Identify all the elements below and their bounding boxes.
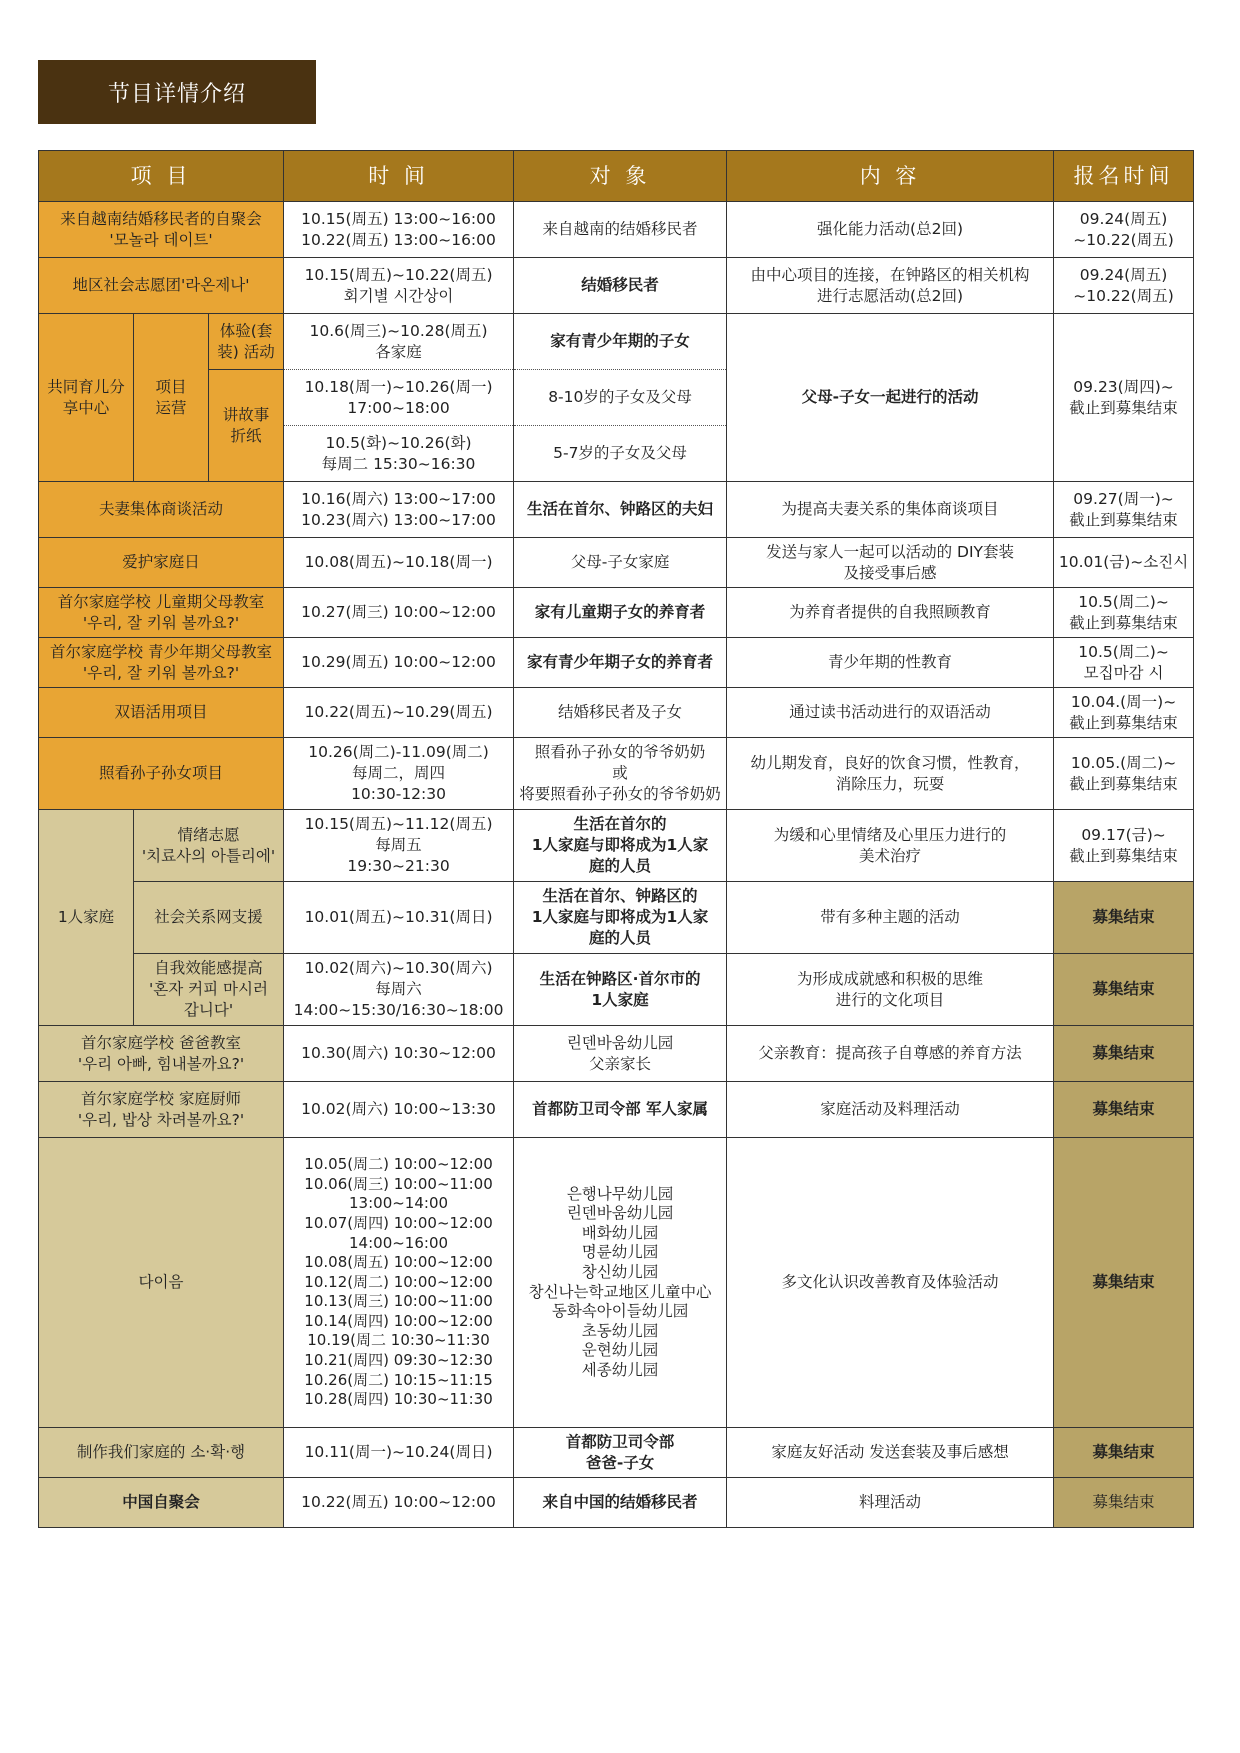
program-time: 10.22(周五)~10.29(周五) (284, 688, 514, 738)
table-row (39, 882, 1194, 954)
program-time: 10.08(周五)~10.18(周一) (284, 538, 514, 588)
program-name: 爱护家庭日 (39, 538, 284, 588)
program-group: 共同育儿分 享中心 (39, 314, 134, 482)
program-time: 10.6(周三)~10.28(周五) 各家庭 (284, 314, 514, 370)
program-content: 幼儿期发育，良好的饮食习惯，性教育， 消除压力，玩耍 (727, 738, 1054, 810)
program-group: 1人家庭 (39, 810, 134, 1026)
program-content: 父亲教育：提高孩子自尊感的养育方法 (727, 1026, 1054, 1082)
program-time: 10.05(周二) 10:00~12:00 10.06(周三) 10:00~11:00 13:00~14:00 10.07(周四) 10:00~12:00 14:00~16:00 10.08(周五) 10:00~12:00 10.12(周二) 10:00~12:00 10.13(周三) 10:00~11:00 10.14(周四) 10:00~12:00 10.19(周二 10:30~11:30 10.21(周四) 09:30~12:30 10.26(周二) 10:15~11:15 10.28(周四) 10:30~11:30 (284, 1138, 514, 1428)
program-content: 为养育者提供的自我照顾教育 (727, 588, 1054, 638)
program-name: 照看孙子孙女项目 (39, 738, 284, 810)
table-row (39, 258, 1194, 314)
table-row (39, 482, 1194, 538)
program-content: 通过读书活动进行的双语活动 (727, 688, 1054, 738)
header-target: 对 象 (514, 151, 727, 202)
program-time: 10.01(周五)~10.31(周日) (284, 882, 514, 954)
program-target: 8-10岁的子女及父母 (514, 370, 727, 426)
program-target: 照看孙子孙女的爷爷奶奶 或 将要照看孙子孙女的爷爷奶奶 (514, 738, 727, 810)
table-row (39, 202, 1194, 258)
program-registration: 09.24(周五) ~10.22(周五) (1054, 202, 1194, 258)
table-row (39, 1082, 1194, 1138)
program-content: 料理活动 (727, 1478, 1054, 1528)
program-content: 为缓和心里情绪及心里压力进行的 美术治疗 (727, 810, 1054, 882)
program-time: 10.02(周六) 10:00~13:30 (284, 1082, 514, 1138)
program-time: 10.15(周五)~10.22(周五) 회기별 시간상이 (284, 258, 514, 314)
program-target: 生活在首尔的 1人家庭与即将成为1人家 庭的人员 (514, 810, 727, 882)
header-registration: 报名时间 (1054, 151, 1194, 202)
program-target: 结婚移民者及子女 (514, 688, 727, 738)
program-target: 来自越南的结婚移民者 (514, 202, 727, 258)
table-row (39, 588, 1194, 638)
program-name: 来自越南结婚移民者的自聚会 '모놀라 데이트' (39, 202, 284, 258)
table-row (39, 538, 1194, 588)
program-content: 多文化认识改善教育及体验活动 (727, 1138, 1054, 1428)
program-content: 发送与家人一起可以活动的 DIY套装 及接受事后感 (727, 538, 1054, 588)
program-registration: 募集结束 (1054, 1138, 1194, 1428)
program-time: 10.11(周一)~10.24(周日) (284, 1428, 514, 1478)
program-name: 社会关系网支援 (134, 882, 284, 954)
program-name: 首尔家庭学校 青少年期父母教室 '우리, 잘 키워 볼까요?' (39, 638, 284, 688)
table-row (39, 314, 1194, 370)
program-time: 10.22(周五) 10:00~12:00 (284, 1478, 514, 1528)
program-content: 强化能力活动(总2回) (727, 202, 1054, 258)
program-registration: 10.04.(周一)~ 截止到募集结束 (1054, 688, 1194, 738)
program-registration: 09.24(周五) ~10.22(周五) (1054, 258, 1194, 314)
program-content: 为形成成就感和积极的思维 进行的文化项目 (727, 954, 1054, 1026)
program-content: 由中心项目的连接，在钟路区的相关机构 进行志愿活动(总2回) (727, 258, 1054, 314)
program-target: 首都防卫司令部 爸爸-子女 (514, 1428, 727, 1478)
program-target: 家有青少年期的子女 (514, 314, 727, 370)
program-table (38, 150, 1194, 1528)
table-row (39, 1138, 1194, 1428)
program-name: 首尔家庭学校 儿童期父母教室 '우리, 잘 키워 볼까요?' (39, 588, 284, 638)
program-target: 5-7岁的子女及父母 (514, 426, 727, 482)
program-time: 10.5(화)~10.26(화) 每周二 15:30~16:30 (284, 426, 514, 482)
header-program: 项 目 (39, 151, 284, 202)
header-row (39, 151, 1194, 202)
program-subitem: 讲故事 折纸 (209, 370, 284, 482)
program-registration: 09.27(周一)~ 截止到募集结束 (1054, 482, 1194, 538)
program-registration: 募集结束 (1054, 1428, 1194, 1478)
table-row (39, 688, 1194, 738)
program-registration: 募集结束 (1054, 1082, 1194, 1138)
program-name: 夫妻集体商谈活动 (39, 482, 284, 538)
program-subgroup: 项目 运营 (134, 314, 209, 482)
table-row (39, 810, 1194, 882)
program-content: 家庭友好活动 发送套装及事后感想 (727, 1428, 1054, 1478)
table-row (39, 738, 1194, 810)
program-time: 10.29(周五) 10:00~12:00 (284, 638, 514, 688)
program-registration: 10.01(금)~소진시 (1054, 538, 1194, 588)
program-name: 制作我们家庭的 소·확·행 (39, 1428, 284, 1478)
program-registration: 募集结束 (1054, 1478, 1194, 1528)
table-row (39, 638, 1194, 688)
program-time: 10.02(周六)~10.30(周六) 每周六 14:00~15:30/16:30~18:00 (284, 954, 514, 1026)
program-content: 家庭活动及料理活动 (727, 1082, 1054, 1138)
program-registration: 募集结束 (1054, 1026, 1194, 1082)
program-target: 生活在首尔、钟路区的 1人家庭与即将成为1人家 庭的人员 (514, 882, 727, 954)
header-time: 时 间 (284, 151, 514, 202)
program-content: 为提高夫妻关系的集体商谈项目 (727, 482, 1054, 538)
program-name: 中国自聚会 (39, 1478, 284, 1528)
program-name: 自我效能感提高 '혼자 커피 마시러 갑니다' (134, 954, 284, 1026)
program-target: 家有儿童期子女的养育者 (514, 588, 727, 638)
program-time: 10.15(周五) 13:00~16:00 10.22(周五) 13:00~16:00 (284, 202, 514, 258)
program-time: 10.26(周二)-11.09(周二) 每周二，周四 10:30-12:30 (284, 738, 514, 810)
program-name: 首尔家庭学校 家庭厨师 '우리, 밥상 차려볼까요?' (39, 1082, 284, 1138)
program-registration: 10.5(周二)~ 截止到募集结束 (1054, 588, 1194, 638)
program-registration: 募集结束 (1054, 882, 1194, 954)
program-target: 린덴바움幼儿园 父亲家长 (514, 1026, 727, 1082)
program-time: 10.27(周三) 10:00~12:00 (284, 588, 514, 638)
program-content: 带有多种主题的活动 (727, 882, 1054, 954)
program-target: 来自中国的结婚移民者 (514, 1478, 727, 1528)
program-time: 10.15(周五)~11.12(周五) 每周五 19:30~21:30 (284, 810, 514, 882)
program-registration: 10.05.(周二)~ 截止到募集结束 (1054, 738, 1194, 810)
program-registration: 10.5(周二)~ 모집마감 시 (1054, 638, 1194, 688)
program-target: 父母-子女家庭 (514, 538, 727, 588)
program-time: 10.18(周一)~10.26(周一) 17:00~18:00 (284, 370, 514, 426)
program-registration: 09.23(周四)~ 截止到募集结束 (1054, 314, 1194, 482)
table-row (39, 1026, 1194, 1082)
program-target: 生活在首尔、钟路区的夫妇 (514, 482, 727, 538)
table-row (39, 954, 1194, 1026)
page-title: 节目详情介绍 (38, 60, 316, 124)
program-content: 青少年期的性教育 (727, 638, 1054, 688)
program-registration: 09.17(금)~ 截止到募集结束 (1054, 810, 1194, 882)
table-row (39, 1478, 1194, 1528)
program-registration: 募集结束 (1054, 954, 1194, 1026)
program-name: 双语活用项目 (39, 688, 284, 738)
program-subitem: 体验(套 装) 活动 (209, 314, 284, 370)
program-time: 10.30(周六) 10:30~12:00 (284, 1026, 514, 1082)
program-target: 은행나무幼儿园 린덴바움幼儿园 배화幼儿园 명륜幼儿园 창신幼儿园 창신나는학교地区儿童中心 동화속아이들幼儿园 초동幼儿园 운현幼儿园 세종幼儿园 (514, 1138, 727, 1428)
program-time: 10.16(周六) 13:00~17:00 10.23(周六) 13:00~17:00 (284, 482, 514, 538)
program-content: 父母-子女一起进行的活动 (727, 314, 1054, 482)
program-target: 结婚移民者 (514, 258, 727, 314)
program-target: 生活在钟路区·首尔市的 1人家庭 (514, 954, 727, 1026)
program-name: 情绪志愿 '치료사의 아틀리에' (134, 810, 284, 882)
header-content: 内 容 (727, 151, 1054, 202)
program-name: 首尔家庭学校 爸爸教室 '우리 아빠, 힘내볼까요?' (39, 1026, 284, 1082)
program-name: 다이음 (39, 1138, 284, 1428)
table-row (39, 1428, 1194, 1478)
program-target: 首都防卫司令部 军人家属 (514, 1082, 727, 1138)
program-name: 地区社会志愿团'라온제나' (39, 258, 284, 314)
program-target: 家有青少年期子女的养育者 (514, 638, 727, 688)
